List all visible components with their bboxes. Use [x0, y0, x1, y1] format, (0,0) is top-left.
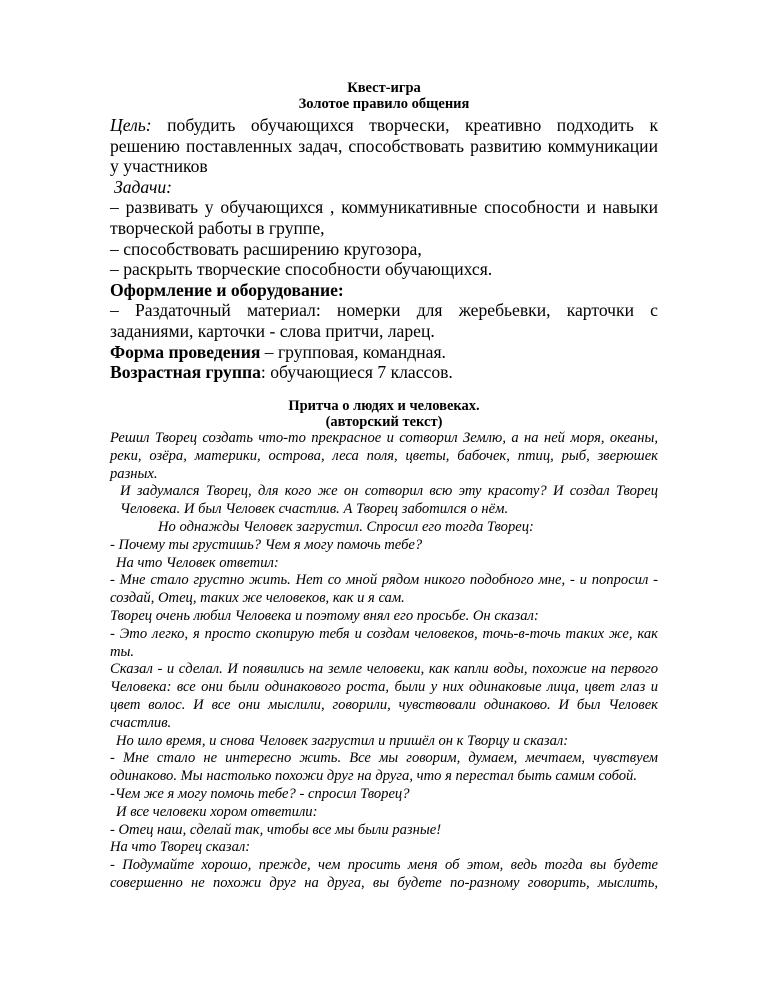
parable-paragraph: - Почему ты грустишь? Чем я могу помочь тебе?	[110, 536, 423, 553]
document-title: Квест-игра	[347, 80, 421, 96]
parable-paragraph: Решил Творец создать что-то прекрасное и сотворил Землю, а на ней моря, океаны, реки, озёра, материки, острова, леса поля, цветы, бабочек, птиц, рыб, зверюшек разных.	[110, 430, 658, 482]
task-item: – раскрыть творческие способности обучающихся.	[110, 259, 493, 280]
parable-paragraph: На что Творец сказал:	[110, 839, 251, 856]
task-item: – развивать у обучающихся , коммуникативные способности и навыки творческой работы в группе,	[110, 197, 658, 238]
goal-paragraph	[110, 115, 658, 177]
intro-section	[110, 115, 658, 383]
form-paragraph	[110, 342, 658, 363]
form-label: Форма проведения	[110, 341, 261, 362]
tasks-label: Задачи:	[114, 176, 173, 197]
parable-paragraph: - Это легко, я просто скопирую тебя и создам человеков, точь-в-точь таких же, как ты.	[110, 625, 658, 660]
goal-text: побудить обучающихся творчески, креативно подходить к решению поставленных задач, способствовать развитию коммуникации у участников	[110, 115, 658, 177]
parable-title: Притча о людях и человеках.	[288, 398, 480, 414]
age-label: Возрастная группа	[110, 362, 261, 383]
age-paragraph	[110, 362, 658, 383]
parable-paragraph: Сказал - и сделал. И появились на земле человеки, как капли воды, похожие на первого Человека: все они были одинакового роста, были у них одинаковые лица, цвет глаз и цвет волос. И все они мыслили, говорили, чувствовали одинаково. И был Человек счастлив.	[110, 661, 658, 731]
parable-paragraph: Но шло время, и снова Человек загрустил и пришёл он к Творцу и сказал:	[116, 732, 569, 749]
goal-label: Цель:	[110, 115, 152, 135]
parable-header	[110, 398, 658, 430]
equipment-text: – Раздаточный материал: номерки для жеребьевки, карточки с заданиями, карточки - слова притчи, ларец.	[110, 300, 658, 341]
parable-text	[110, 430, 658, 893]
equipment-label: Оформление и оборудование:	[110, 279, 344, 300]
document-subtitle: Золотое правило общения	[298, 96, 470, 112]
parable-paragraph: - Подумайте хорошо, прежде, чем просить меня об этом, ведь тогда вы будете совершенно не похожи друг на друга, вы будете по-разному говорить, мыслить,	[110, 857, 658, 891]
parable-paragraph: На что Человек ответил:	[116, 554, 279, 571]
age-text: : обучающиеся 7 классов.	[260, 362, 453, 383]
form-text: – групповая, командная.	[260, 341, 446, 362]
task-item: – способствовать расширению кругозора,	[110, 238, 422, 259]
parable-paragraph: -Чем же я могу помочь тебе? - спросил Творец?	[110, 785, 410, 802]
parable-paragraph: И все человеки хором ответили:	[116, 803, 318, 820]
parable-subtitle: (авторский текст)	[325, 414, 443, 430]
parable-paragraph: - Мне стало грустно жить. Нет со мной рядом никого подобного мне, - и попросил - создай, Отец, таких же человеков, как и я сам.	[110, 572, 658, 607]
document-header	[110, 80, 658, 112]
parable-paragraph: Творец очень любил Человека и поэтому внял его просьбе. Он сказал:	[110, 607, 539, 624]
parable-paragraph: И задумался Творец, для кого же он сотворил всю эту красоту? И создал Творец Человека. И был Человек счастлив. А Творец заботился о нём.	[120, 483, 658, 518]
parable-paragraph: Но однажды Человек загрустил. Спросил его тогда Творец:	[158, 518, 534, 535]
parable-paragraph: - Мне стало не интересно жить. Все мы говорим, думаем, мечтаем, чувствуем одинаково. Мы настолько похожи друг на друга, что я перестал быть самим собой.	[110, 750, 658, 785]
parable-paragraph: - Отец наш, сделай так, чтобы все мы были разные!	[110, 821, 442, 838]
